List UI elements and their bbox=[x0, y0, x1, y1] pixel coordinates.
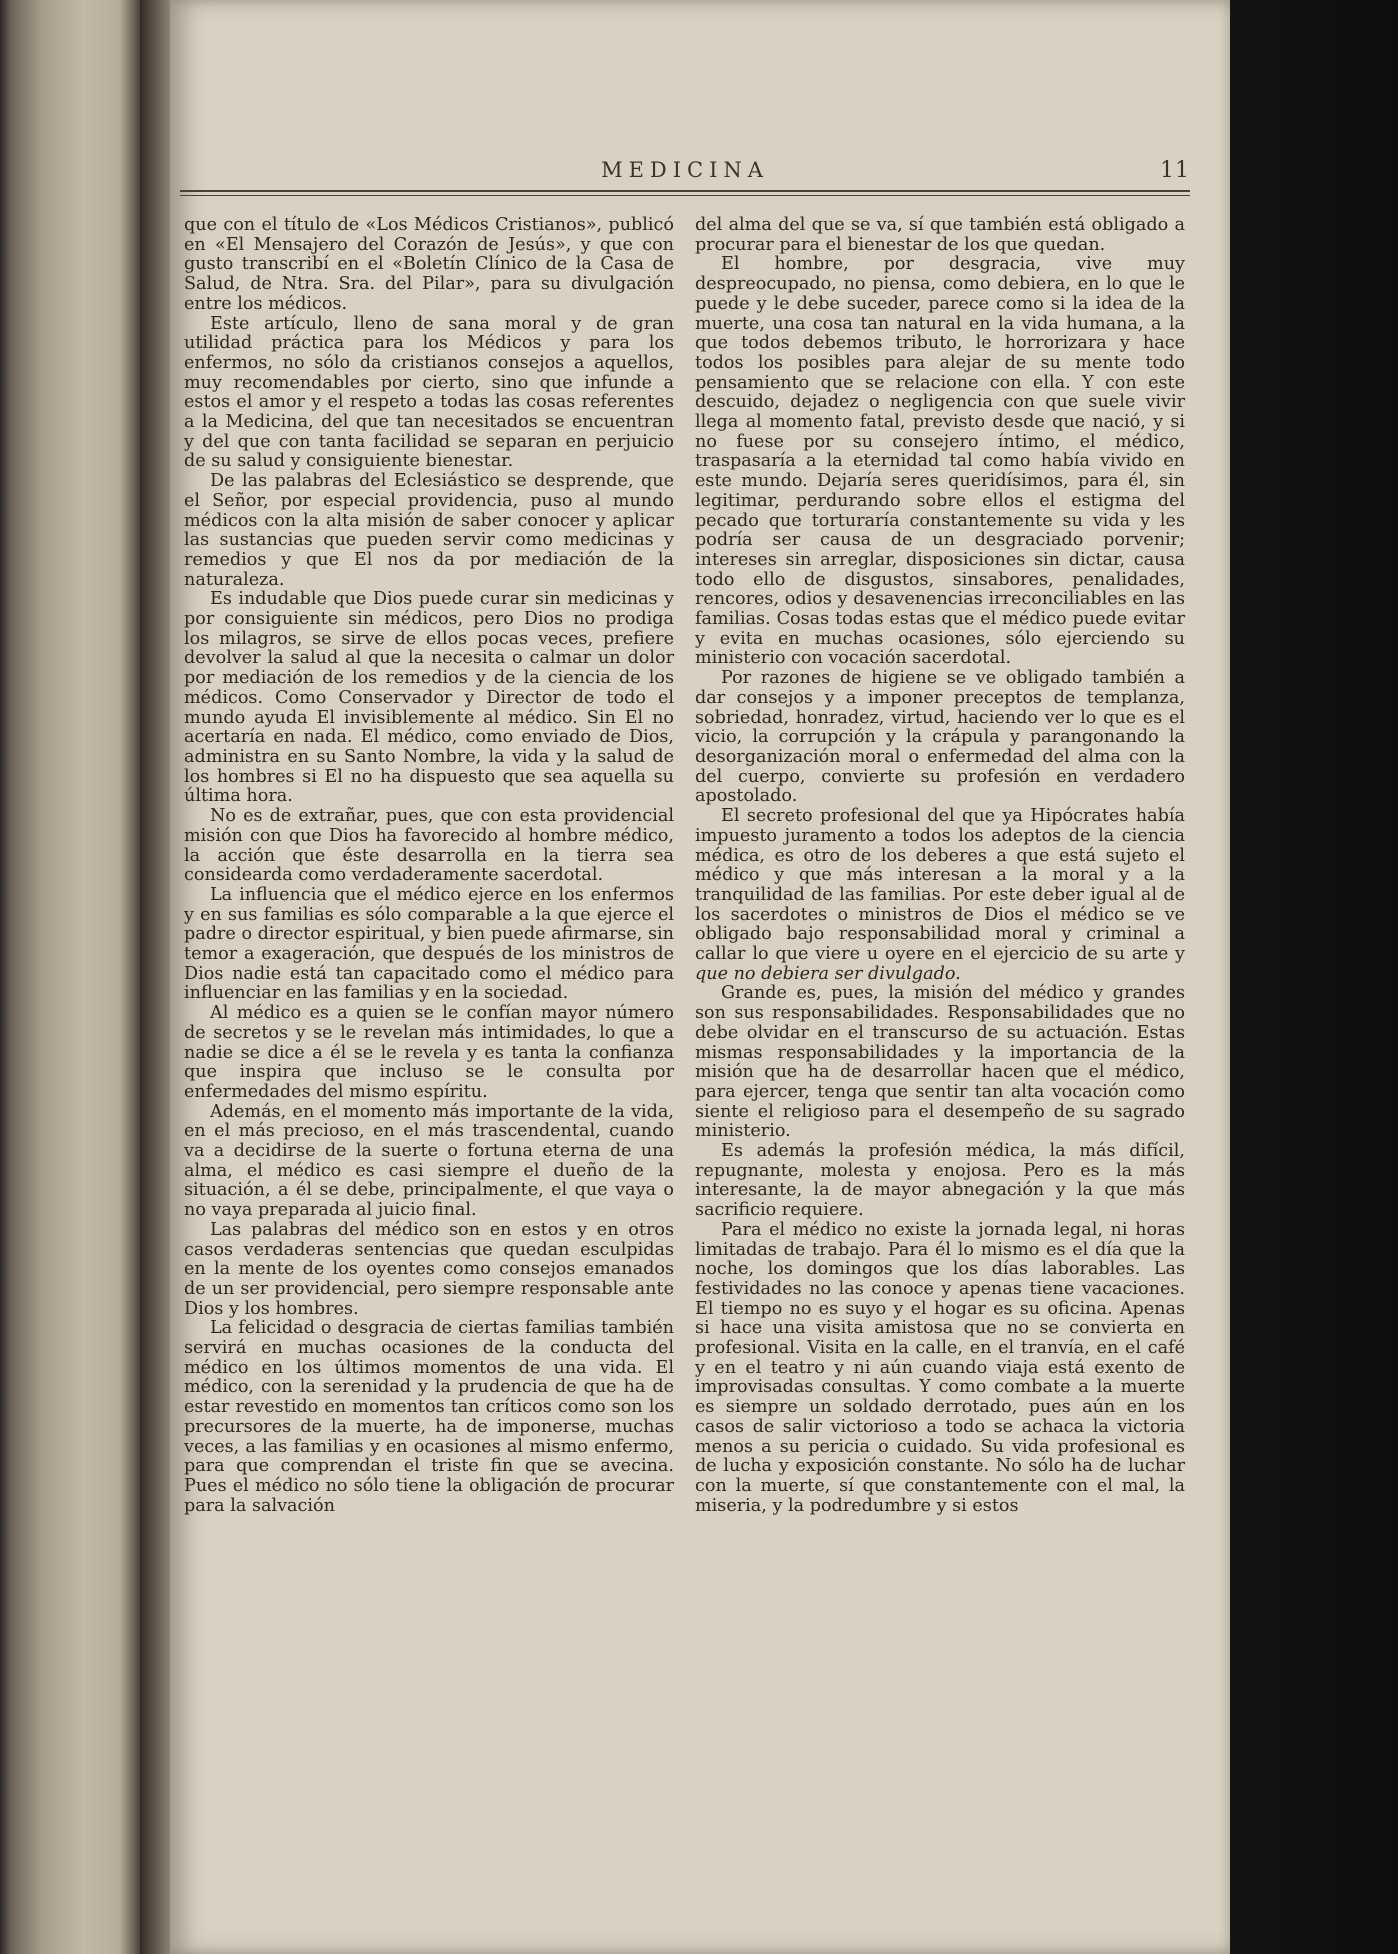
left-column bbox=[184, 216, 674, 1516]
paragraph: Grande es, pues, la misión del médico y grandes son sus responsabilidades. Responsabilidades que no debe olvidar en el transcurso de su actuación. Estas mismas responsabilidades y la importancia de la misión que ha de desarrollar hacen que el médico, para ejercer, tenga que sentir tan alta vocación como siente el religioso para el desempeño de su sagrado ministerio. bbox=[695, 983, 1185, 1142]
page-header bbox=[180, 158, 1190, 188]
paragraph: Es indudable que Dios puede curar sin medicinas y por consiguiente sin médicos, pero Dios no prodiga los milagros, se sirve de ellos pocas veces, prefiere devolver la salud al que la necesita o calmar un dolor por mediación de los remedios y de la ciencia de los médicos. Como Conservador y Director de todo el mundo ayuda El invisiblemente al médico. Sin El no acertaría en nada. El médico, como enviado de Dios, administra en su Santo Nombre, la vida y la salud de los hombres si El no ha dispuesto que sea aquella su última hora. bbox=[184, 589, 674, 807]
paragraph: Al médico es a quien se le confían mayor número de secretos y se le revelan más intimidades, lo que a nadie se dice a él se le revela y es tanta la confianza que inspira que incluso se le consulta por enfermedades del mismo espíritu. bbox=[184, 1003, 674, 1102]
paragraph: De las palabras del Eclesiástico se desprende, que el Señor, por especial providencia, puso al mundo médicos con la alta misión de saber conocer y aplicar las sustancias que pueden servir como medicinas y remedios y que El nos da por mediación de la naturaleza. bbox=[184, 471, 674, 590]
paragraph: Por razones de higiene se ve obligado también a dar consejos y a imponer preceptos de templanza, sobriedad, honradez, virtud, haciendo ver lo que es el vicio, la corrupción y la crápula y parangonando la desorganización moral o enfermedad del alma con la del cuerpo, convierte su profesión en verdadero apostolado. bbox=[695, 668, 1185, 807]
page bbox=[170, 0, 1230, 1954]
italic-phrase: que no debiera ser divulgado. bbox=[695, 963, 961, 984]
previous-page-edge bbox=[0, 0, 140, 1954]
header-rule-thick bbox=[180, 190, 1190, 192]
paragraph: Además, en el momento más importante de la vida, en el más precioso, en el más trascendental, cuando va a decidirse de la suerte o fortuna eterna de una alma, el médico es casi siempre el dueño de la situación, a él se debe, principalmente, el que vaya o no vaya preparada al juicio final. bbox=[184, 1101, 674, 1221]
paragraph: Las palabras del médico son en estos y en otros casos verdaderas sentencias que quedan esculpidas en la mente de los oyentes como consejos emanados de un ser providencial, pero siempre responsable ante Dios y los hombres. bbox=[184, 1219, 674, 1319]
scan-background bbox=[1230, 0, 1398, 1954]
running-title: MEDICINA bbox=[601, 158, 769, 182]
paragraph: La influencia que el médico ejerce en los enfermos y en sus familias es sólo comparable a la que ejerce el padre o director espiritual, y bien puede afirmarse, sin temor a exageración, que después de los ministros de Dios nadie está tan capacitado como el médico para influenciar en las familias y en la sociedad. bbox=[184, 884, 674, 1004]
page-number: 11 bbox=[1160, 158, 1190, 183]
book-binding bbox=[140, 0, 170, 1954]
paragraph: Para el médico no existe la jornada legal, ni horas limitadas de trabajo. Para él lo mismo es el día que la noche, los domingos que los días laborables. Las festividades no las conoce y apenas tiene vacaciones. El tiempo no es suyo y el hogar es su oficina. Apenas si hace una visita amistosa que no se convierta en profesional. Visita en la calle, en el tranvía, en el café y en el teatro y ni aún cuando viaja está exento de improvisadas consultas. Y como combate a la muerte es siempre un soldado derrotado, pues aún en los casos de salir victorioso a todo se achaca la victoria menos a su pericia o cuidado. Su vida profesional es de lucha y exposición constante. No sólo ha de luchar con la muerte, sí que constantemente con el mal, la miseria, y la podredumbre y si estos bbox=[695, 1219, 1185, 1516]
paragraph: No es de extrañar, pues, que con esta providencial misión con que Dios ha favorecido al hombre médico, la acción que éste desarrolla en la tierra sea considearda como verdaderamente sacerdotal. bbox=[184, 806, 674, 886]
header-rule-thin bbox=[180, 195, 1190, 196]
paragraph: Es además la profesión médica, la más difícil, repugnante, molesta y enojosa. Pero es la más interesante, la de mayor abnegación y la que más sacrificio requiere. bbox=[695, 1141, 1185, 1221]
right-column bbox=[695, 216, 1185, 1516]
paragraph: El hombre, por desgracia, vive muy despreocupado, no piensa, como debiera, en lo que le puede y le debe suceder, parece como si la idea de la muerte, una cosa tan natural en la vida humana, a la que todos debemos tributo, le horrorizara y hace todos los posibles para alejar de su mente todo pensamiento que se relacione con ella. Y con este descuido, dejadez o negligencia con que suele vivir llega al momento fatal, previsto desde que nació, y si no fuese por su consejero íntimo, el médico, traspasaría a la eternidad tal como había vivido en este mundo. Dejaría seres queridísimos, para él, sin legitimar, perdurando sobre ellos el estigma del pecado que torturaría constantemente su vida y les podría ser causa de un desgraciado porvenir; intereses sin arreglar, disposiciones sin dictar, causa todo ello de disgustos, sinsabores, penalidades, rencores, odios y desavenencias irreconciliables en las familias. Cosas todas estas que el médico puede evitar y evita en muchas ocasiones, sólo ejerciendo su ministerio con vocación sacerdotal. bbox=[695, 254, 1185, 669]
paragraph: que con el título de «Los Médicos Cristianos», publicó en «El Mensajero del Corazón de Jesús», y que con gusto transcribí en el «Boletín Clínico de la Casa de Salud, de Ntra. Sra. del Pilar», para su divulgación entre los médicos. bbox=[184, 215, 674, 314]
paragraph: del alma del que se va, sí que también está obligado a procurar para el bienestar de los que quedan. bbox=[695, 215, 1185, 255]
paragraph-text: El secreto profesional del que ya Hipócrates había impuesto juramento a todos los adeptos de la ciencia médica, es otro de los deberes a que está sujeto el médico y que más interesan a la moral y a la tranquilidad de las familias. Por este deber igual al de los sacerdotes o ministros de Dios el médico se ve obligado bajo responsabilidad moral y criminal a callar lo que viere u oyere en el ejercicio de su arte y bbox=[695, 806, 1185, 965]
paragraph: La felicidad o desgracia de ciertas familias también servirá en muchas ocasiones de la conducta del médico en los últimos momentos de una vida. El médico, con la serenidad y la prudencia de que ha de estar revestido en momentos tan críticos como son los precursores de la muerte, ha de imponerse, muchas veces, a las familias y en ocasiones al mismo enfermo, para que comprendan el triste fin que se avecina. Pues el médico no sólo tiene la obligación de procurar para la salvación bbox=[184, 1318, 674, 1516]
paragraph bbox=[695, 807, 1185, 984]
paragraph: Este artículo, lleno de sana moral y de gran utilidad práctica para los Médicos y para los enfermos, no sólo da cristianos consejos a aquellos, muy recomendables por cierto, sino que infunde a estos el amor y el respeto a todas las cosas referentes a la Medicina, del que tan necesitados se encuentran y del que con tanta facilidad se separan en perjuicio de su salud y consiguiente bienestar. bbox=[184, 313, 674, 472]
